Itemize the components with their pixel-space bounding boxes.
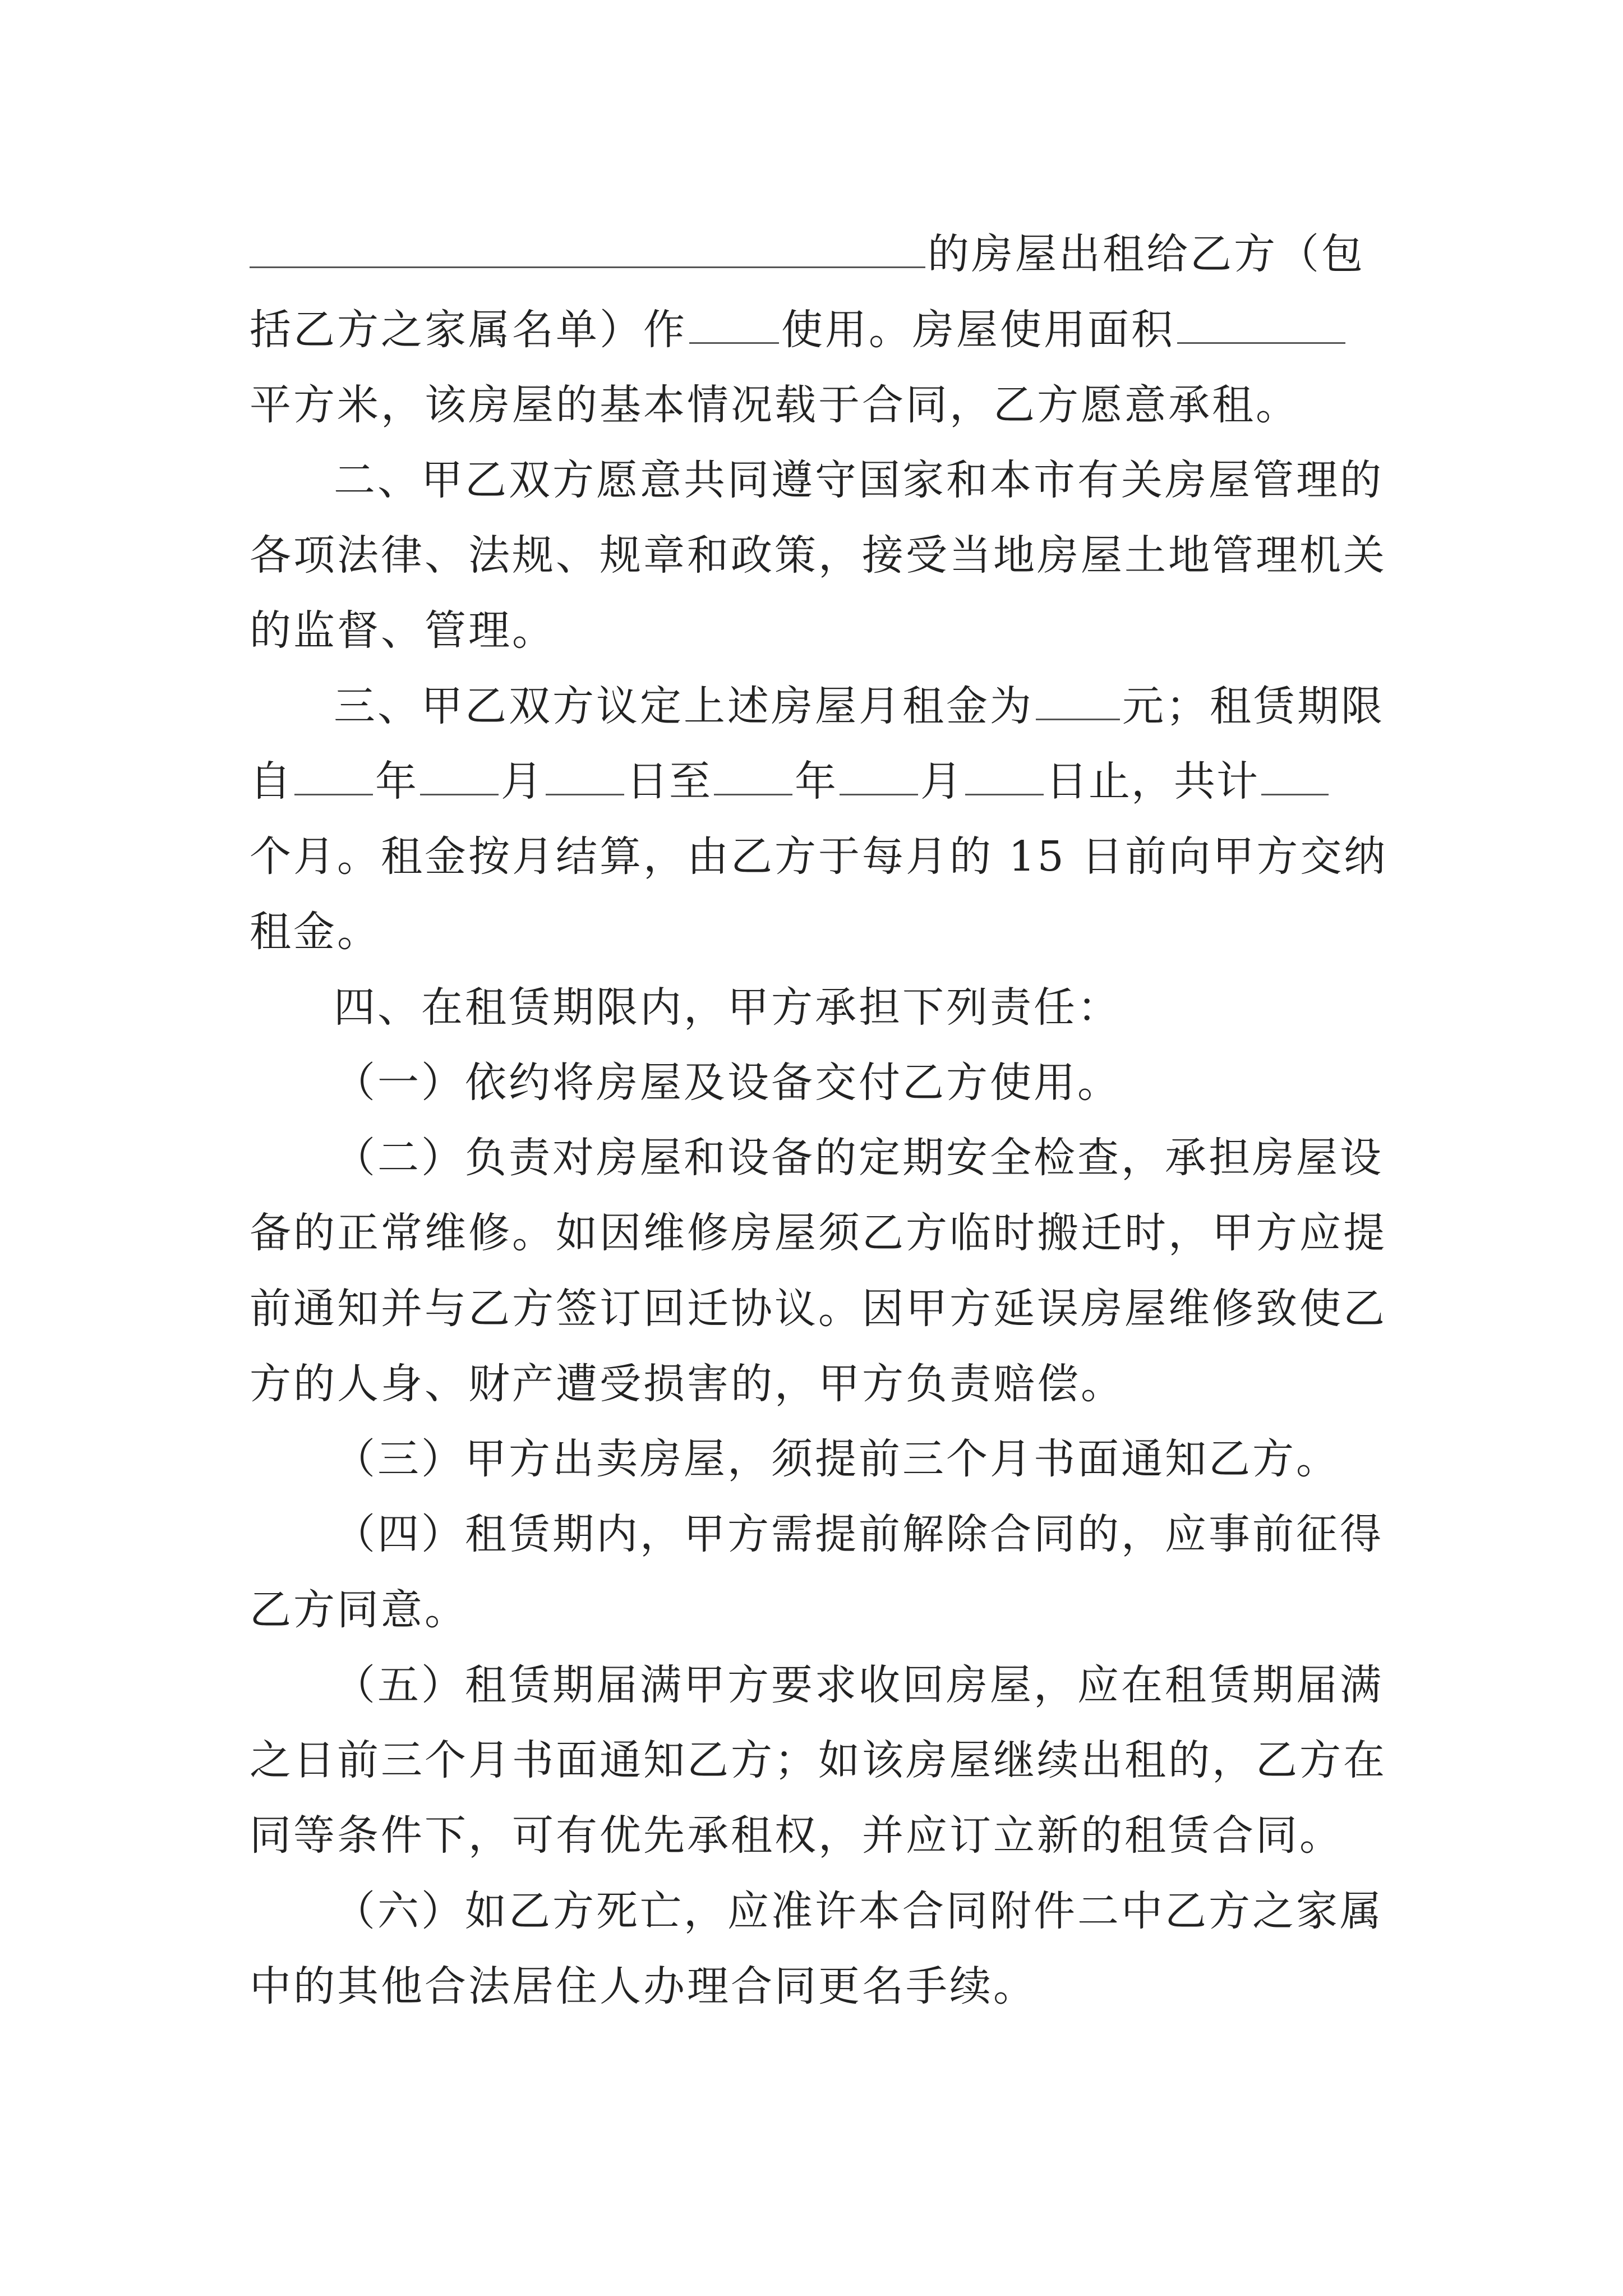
line-text: 平方米，该房屋的基本情况载于合同，乙方愿意承租。 <box>250 381 1299 429</box>
paragraph-line <box>250 1127 1385 1189</box>
clause-4-heading: 四、在租赁期限内，甲方承担下列责任： <box>334 983 1121 1032</box>
fill-blank-end-month <box>840 754 918 795</box>
paragraph-line <box>250 1805 1385 1866</box>
fill-blank-total-months <box>1261 754 1329 795</box>
item-2-text: （二）负责对房屋和设备的定期安全检查，承担房屋设 <box>334 1134 1384 1182</box>
line-text: 使用。房屋使用面积 <box>781 306 1175 354</box>
line-text: 日至 <box>626 757 712 806</box>
clause-3-text: 三、甲乙双方议定上述房屋月租金为 <box>334 682 1034 730</box>
item-5-text: （五）租赁期届满甲方要求收回房屋，应在租赁期届满 <box>334 1661 1384 1709</box>
fill-blank-purpose <box>689 303 779 344</box>
paragraph-line <box>250 1503 1385 1565</box>
line-text: 日止，共计 <box>1046 757 1259 806</box>
paragraph-line <box>250 751 1385 812</box>
paragraph-line <box>250 1202 1385 1264</box>
fill-blank-area <box>1177 303 1345 344</box>
paragraph-line <box>250 1880 1385 1942</box>
line-text: 备的正常维修。如因维修房屋须乙方临时搬迁时，甲方应提 <box>250 1209 1387 1257</box>
paragraph-line <box>250 1278 1385 1340</box>
paragraph-line <box>250 299 1385 361</box>
paragraph-line <box>250 826 1388 887</box>
paragraph-line <box>250 1654 1385 1716</box>
clause-2-text: 二、甲乙双方愿意共同遵守国家和本市有关房屋管理的 <box>334 456 1384 504</box>
paragraph-line <box>250 524 1385 586</box>
fill-blank-rent <box>1036 679 1120 720</box>
line-text: 的监督、管理。 <box>250 606 556 655</box>
line-text: 括乙方之家属名单）作 <box>250 306 687 354</box>
paragraph-line <box>250 374 1385 436</box>
paragraph-line <box>250 449 1385 511</box>
fill-blank-start-year <box>294 754 373 795</box>
line-text: 月 <box>501 757 543 806</box>
paragraph-line <box>250 1052 1385 1114</box>
line-text: 元；租赁期限 <box>1122 682 1385 730</box>
paragraph-line <box>250 1353 1385 1415</box>
line-text: 个月。租金按月结算，由乙方于每月的 15 日前向甲方交纳 <box>250 832 1388 881</box>
item-4-text: （四）租赁期内，甲方需提前解除合同的，应事前征得 <box>334 1510 1384 1558</box>
line-text: 租金。 <box>250 908 381 956</box>
fill-blank-end-day <box>965 754 1044 795</box>
paragraph-line <box>250 901 1385 963</box>
line-text: 中的其他合法居住人办理合同更名手续。 <box>250 1962 1037 2010</box>
paragraph-line <box>250 600 1385 661</box>
paragraph-line <box>250 675 1385 737</box>
line-text: 同等条件下，可有优先承租权，并应订立新的租赁合同。 <box>250 1811 1343 1860</box>
line-text: 方的人身、财产遭受损害的，甲方负责赔偿。 <box>250 1360 1124 1408</box>
fill-blank-end-year <box>714 754 792 795</box>
line-text: 之日前三个月书面通知乙方；如该房屋继续出租的，乙方在 <box>250 1736 1387 1784</box>
item-6-text: （六）如乙方死亡，应准许本合同附件二中乙方之家属 <box>334 1887 1384 1935</box>
fill-blank-address <box>250 227 925 268</box>
paragraph-line <box>250 223 1385 285</box>
paragraph-line <box>250 977 1385 1038</box>
line-text: 年 <box>795 757 837 806</box>
line-text: 各项法律、法规、规章和政策，接受当地房屋土地管理机关 <box>250 531 1387 579</box>
line-text: 乙方同意。 <box>250 1586 468 1634</box>
fill-blank-start-month <box>420 754 499 795</box>
paragraph-line <box>250 1955 1385 2017</box>
line-text: 年 <box>375 757 418 806</box>
item-1-text: （一）依约将房屋及设备交付乙方使用。 <box>334 1059 1121 1107</box>
line-text: 前通知并与乙方签订回迁协议。因甲方延误房屋维修致使乙 <box>250 1285 1387 1333</box>
paragraph-line <box>250 1428 1385 1490</box>
line-text: 自 <box>250 757 292 806</box>
line-text: 的房屋出租给乙方（包 <box>928 230 1365 278</box>
line-text: 月 <box>920 757 963 806</box>
fill-blank-start-day <box>546 754 624 795</box>
paragraph-line <box>250 1579 1385 1641</box>
paragraph-line <box>250 1729 1385 1791</box>
item-3-text: （三）甲方出卖房屋，须提前三个月书面通知乙方。 <box>334 1435 1340 1483</box>
